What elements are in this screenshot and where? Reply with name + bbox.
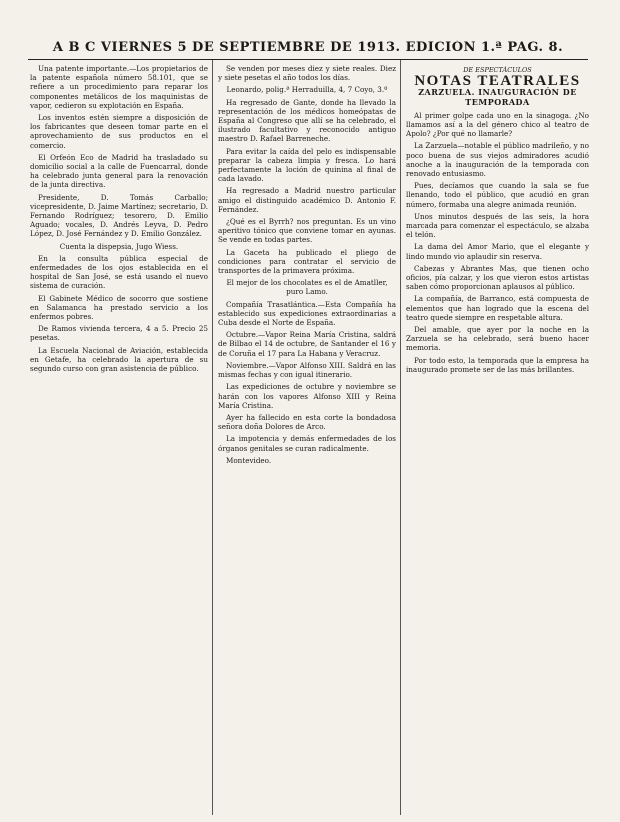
section-kicker: DE ESPECTÁCULOS [463, 66, 532, 74]
news-paragraph: Ha regresado de Gante, donde ha llevado la representación de los médicos homeópatas de España al Congreso que allí se ha celebrado, el ilustrado facultativo y reconocido antiguo maestro D. Rafael Barreneche. [218, 97, 396, 144]
column-divider [212, 60, 213, 815]
news-paragraph: La Gaceta ha publicado el pliego de condiciones para contratar el servicio de transportes de la primavera próxima. [218, 247, 396, 276]
news-paragraph: Presidente, D. Tomás Carballo; vicepresidente, D. Jaime Martínez; secretario, D. Fernando Rodríguez; tesorero, D. Emilio Aguado; vocales, D. Andrés Leyva, D. Pedro López, D. José Fernández y D. Emilio González. [30, 192, 208, 239]
news-paragraph: La impotencia y demás enfermedades de los órganos genitales se curan radicalmente. [218, 434, 396, 453]
news-paragraph: Noviembre.—Vapor Alfonso XIII. Saldrá en las mismas fechas y con igual itinerario. [218, 360, 396, 380]
news-paragraph: Compañía Trasatlántica.—Esta Compañía ha establecido sus expediciones extraordinarias a Cuba desde el Norte de España. [218, 299, 396, 328]
theatre-paragraph: Al primer golpe cada uno en la sinagoga. ¿No llamamos así a la del género chico al teatro de Apolo? ¿Por qué no llamarle? [406, 110, 589, 139]
theatre-paragraph: La Zarzuela—notable el público madrileño, y no poco buena de sus viejos admiradores acudió anoche a la inauguración de la temporada con renovado entusiasmo. [406, 141, 589, 179]
news-paragraph: El Gabinete Médico de socorro que sostiene en Salamanca ha prestado servicio a los enfermos pobres. [30, 293, 208, 322]
advertisement-line: El mejor de los chocolates es el de Amatller, puro Lamo. [226, 278, 388, 297]
header-rule [28, 59, 588, 60]
news-paragraph: Una patente importante.—Los propietarios de la patente española número 58.101, que se refiere a un procedimiento para reparar los componentes metálicos de los maquinistas de vapor, cedieron su explotación en España. [30, 64, 208, 110]
news-paragraph: Se venden por meses diez y siete reales. Diez y siete pesetas el año todos los días. [218, 64, 396, 83]
theatre-paragraph: La dama del Amor Mario, que el elegante y lindo mundo vio aplaudir sin reserva. [406, 242, 589, 261]
column-1 [30, 64, 208, 814]
section-title: NOTAS TEATRALES [414, 73, 581, 90]
theatre-paragraph: Unos minutos después de las seis, la hora marcada para comenzar el espectáculo, se alzaba el telón. [406, 211, 589, 240]
news-paragraph: De Ramos vivienda tercera, 4 a 5. Precio 25 pesetas. [30, 324, 208, 343]
news-paragraph: ¿Qué es el Byrrh? nos preguntan. Es un vino aperitivo tónico que conviene tomar en ayunas. Se vende en todas partes. [218, 217, 396, 245]
news-paragraph: Ha regresado a Madrid nuestro particular amigo el distinguido académico D. Antonio F. Fernández. [218, 186, 396, 214]
page-header: A B C VIERNES 5 DE SEPTIEMBRE DE 1913. EDICIÓN 1.ª PAG. 8. [52, 40, 564, 55]
news-paragraph: Ayer ha fallecido en esta corte la bondadosa señora doña Dolores de Arco. [218, 412, 396, 432]
section-subtitle: ZARZUELA. INAUGURACIÓN DE TEMPORADA [418, 87, 577, 107]
news-paragraph: Para evitar la caída del pelo es indispensable preparar la cabeza limpia y fresca. Lo hará perfectamente la loción de quinina al final de cada lavado. [218, 146, 396, 184]
column-divider [400, 60, 401, 815]
theatre-paragraph: La compañía, de Barranco, está compuesta de elementos que han logrado que la escena del teatro quede siempre en respetable altura. [406, 294, 589, 322]
theatre-paragraph: Cabezas y Abrantes Mas, que tienen ocho oficios, pía calzar, y los que vieron estos artistas saben cómo proporcionan aplausos al público. [406, 263, 589, 292]
theatre-paragraph: Pues, decíamos que cuando la sala se fue llenando, todo el público, que acudió en gran número, formaba una alegre animada reunión. [406, 181, 589, 209]
news-paragraph: En la consulta pública especial de enfermedades de los ojos establecida en el hospital de San José, se está usando el nuevo sistema de curación. [30, 253, 208, 291]
column-2 [218, 64, 396, 814]
news-paragraph: El Orfeón Eco de Madrid ha trasladado su domicilio social a la calle de Fuencarral, donde ha celebrado junta general para la renovación de la junta directiva. [30, 152, 208, 190]
theatre-paragraph: Por todo esto, la temporada que la empresa ha inaugurado promete ser de las más brillantes. [406, 355, 589, 374]
news-paragraph: Las expediciones de octubre y noviembre se harán con los vapores Alfonso XIII y Reina María Cristina. [218, 382, 396, 410]
news-paragraph: Montevideo. [226, 455, 272, 465]
theatre-paragraph: Del amable, que ayer por la noche en la Zarzuela se ha celebrado, será bueno hacer memoria. [406, 325, 589, 353]
advertisement-line: Leonardo, polig.ª Herraduilla, 4, 7 Coyo, 3.º [226, 85, 388, 95]
news-paragraph: La Escuela Nacional de Aviación, establecida en Getafe, ha celebrado la apertura de su segundo curso con gran asistencia de público. [30, 345, 208, 374]
advertisement-line: Cuenta la dispepsia, Jugo Wiess. [59, 241, 179, 251]
news-paragraph: Los inventos estén siempre a disposición de los fabricantes que deseen tomar parte en el aprovechamiento de sus productos en el comercio. [30, 113, 208, 150]
news-paragraph: Octubre.—Vapor Reina María Cristina, saldrá de Bilbao el 14 de octubre, de Santander el 16 y de Coruña el 17 para La Habana y Veracruz. [218, 330, 396, 358]
column-3 [406, 64, 589, 814]
